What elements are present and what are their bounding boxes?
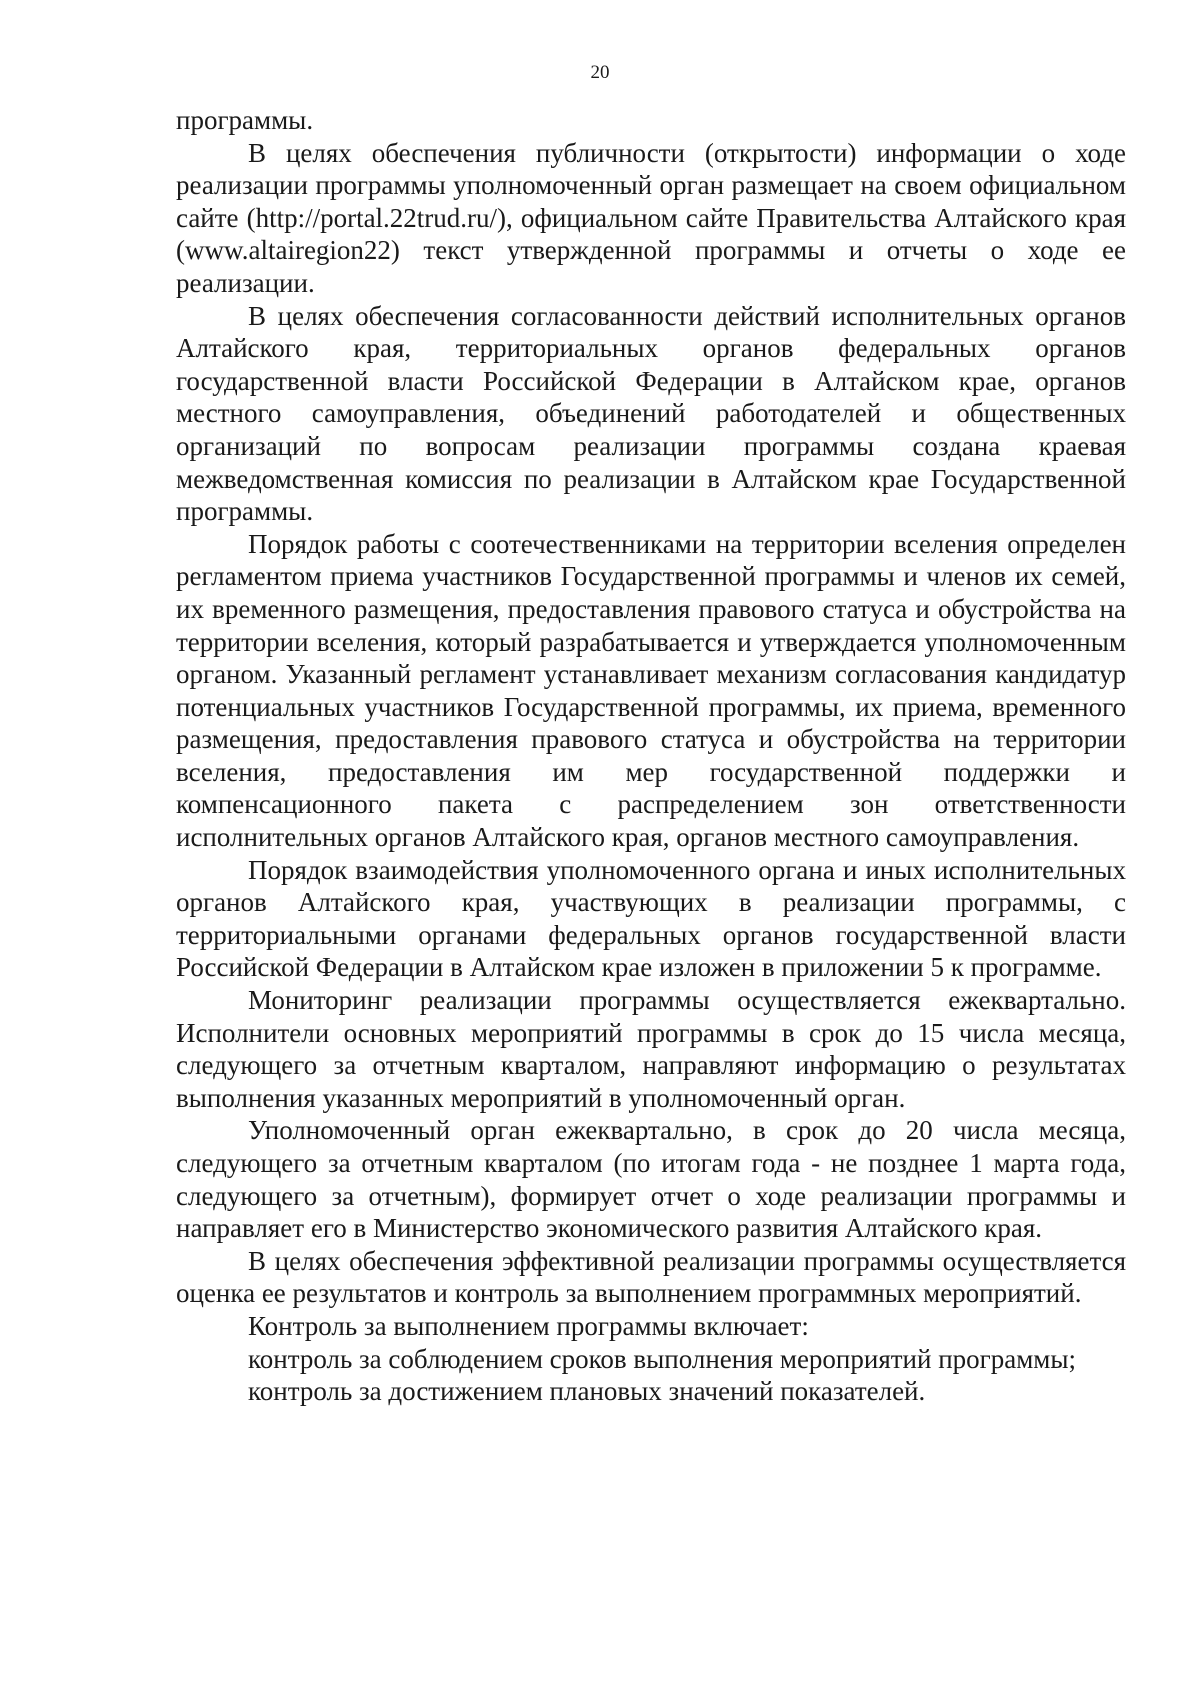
paragraph-publicity: В целях обеспечения публичности (открытости) информации о ходе реализации программы уполномоченный орган размещает на своем официальном сайте (http://portal.22trud.ru/), официальном сайте Правительства Алтайского края (www.altairegion22) текст утвержденной программы и отчеты о ходе ее реализации. — [176, 137, 1126, 298]
paragraph-continuation: программы. — [176, 105, 314, 135]
paragraph-control-deadlines: контроль за соблюдением сроков выполнения мероприятий программы; — [248, 1343, 1077, 1374]
paragraph-quarterly-report: Уполномоченный орган ежеквартально, в срок до 20 числа месяца, следующего за отчетным кварталом (по итогам года - не позднее 1 марта года, следующего за отчетным), формирует отчет о ходе реализации программы и направляет его в Министерство экономического развития Алтайского края. — [176, 1115, 1126, 1244]
document-body — [176, 104, 1126, 1408]
paragraph-control-intro: Контроль за выполнением программы включает: — [248, 1310, 809, 1341]
paragraph-interaction-procedure: Порядок взаимодействия уполномоченного органа и иных исполнительных органов Алтайского края, участвующих в реализации программы, с территориальными органами федеральных органов государственной власти Российской Федерации в Алтайском крае изложен в приложении 5 к программе. — [176, 854, 1126, 983]
page-number: 20 — [590, 62, 610, 83]
paragraph-efficiency-evaluation: В целях обеспечения эффективной реализации программы осуществляется оценка ее результатов и контроль за выполнением программных мероприятий. — [176, 1245, 1126, 1309]
paragraph-control-indicators: контроль за достижением плановых значений показателей. — [248, 1376, 926, 1407]
paragraph-interagency-commission: В целях обеспечения согласованности действий исполнительных органов Алтайского края, территориальных органов федеральных органов государственной власти Российской Федерации в Алтайском крае, органов местного самоуправления, объединений работодателей и общественных организаций по вопросам реализации программы создана краевая межведомственная комиссия по реализации в Алтайском крае Государственной программы. — [176, 300, 1126, 527]
paragraph-monitoring: Мониторинг реализации программы осуществляется ежеквартально. Исполнители основных мероприятий программы в срок до 15 числа месяца, следующего за отчетным кварталом, направляют информацию о результатах выполнения указанных мероприятий в уполномоченный орган. — [176, 985, 1126, 1113]
paragraph-work-procedure: Порядок работы с соотечественниками на территории вселения определен регламентом приема участников Государственной программы и членов их семей, их временного размещения, предоставления правового статуса и обустройства на территории вселения, который разрабатывается и утверждается уполномоченным органом. Указанный регламент устанавливает механизм согласования кандидатур потенциальных участников Государственной программы, их приема, временного размещения, предоставления правового статуса и обустройства на территории вселения, предоставления им мер государственной поддержки и компенсационного пакета с распределением зон ответственности исполнительных органов Алтайского края, органов местного самоуправления. — [176, 528, 1126, 853]
